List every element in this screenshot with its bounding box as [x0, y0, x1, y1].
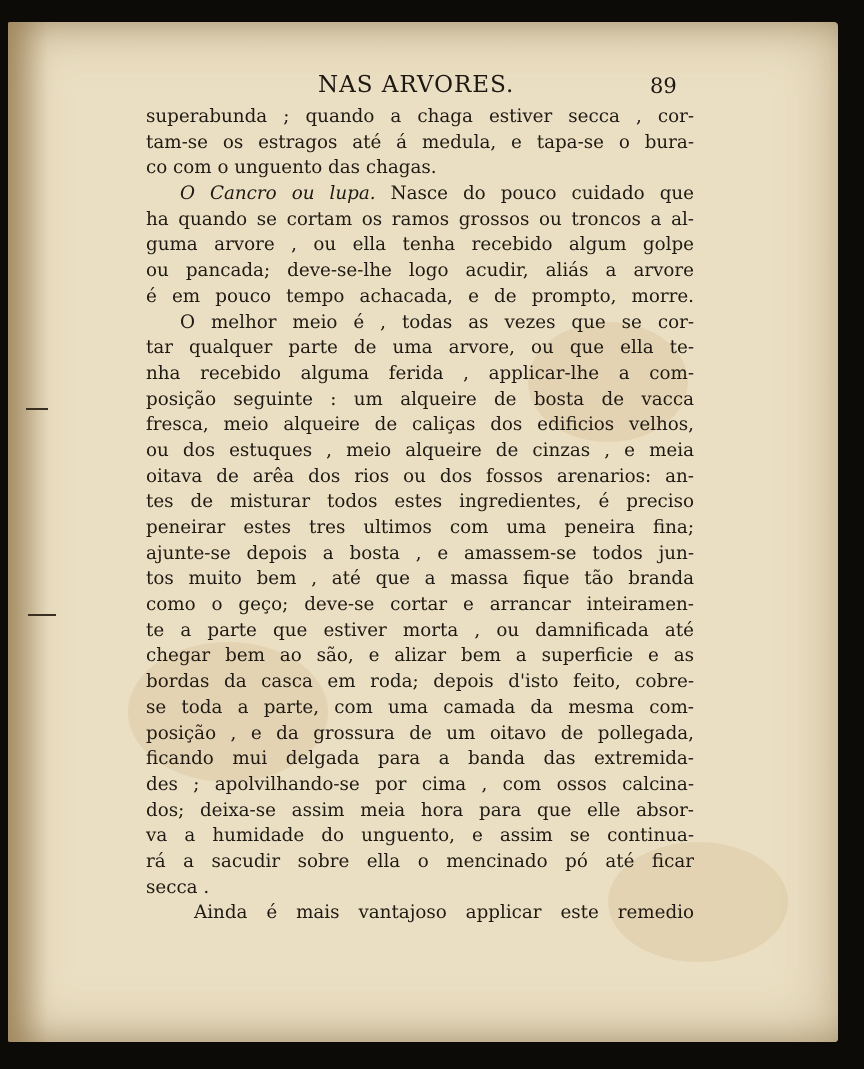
text-line: ou pancada; deve-se-lhe logo acudir, aliás a arvore: [146, 260, 694, 282]
text-line: tam-se os estragos até á medula, e tapa-se o bura-: [146, 131, 694, 153]
text-line: chegar bem ao são, e alizar bem a superficie e as: [146, 645, 694, 667]
text-line: é em pouco tempo achacada, e de prompto, morre.: [146, 285, 694, 307]
text-line: co com o unguento das chagas.: [146, 157, 437, 179]
text-line: O melhor meio é , todas as vezes que se cor-: [180, 311, 694, 333]
body-text: [146, 104, 694, 926]
binding-thread: [28, 614, 56, 616]
text-line: se toda a parte, com uma camada da mesma com-: [146, 696, 694, 718]
text-line: tos muito bem , até que a massa fique tão branda: [146, 568, 694, 590]
text-line: dos; deixa-se assim meia hora para que elle absor-: [146, 799, 694, 821]
page-number: 89: [650, 74, 677, 98]
text-line: como o geço; deve-se cortar e arrancar inteiramen-: [146, 594, 694, 616]
text-line: des ; apolvilhando-se por cima , com ossos calcina-: [146, 773, 694, 795]
text-line: ficando mui delgada para a banda das extremida-: [146, 748, 694, 770]
text-line: ha quando se cortam os ramos grossos ou troncos a al-: [146, 208, 694, 230]
running-head: NAS ARVORES.: [318, 72, 515, 98]
binding-thread: [26, 408, 48, 410]
text-line: superabunda ; quando a chaga estiver secca , cor-: [146, 106, 694, 127]
text-line: nha recebido alguma ferida , applicar-lhe a com-: [146, 362, 694, 384]
text-line: tes de misturar todos estes ingredientes, é preciso: [146, 491, 694, 513]
page-header: [8, 72, 838, 106]
text-line: Ainda é mais vantajoso applicar este remedio: [194, 902, 694, 924]
text-line: secca .: [146, 876, 210, 898]
text-line: oitava de arêa dos rios ou dos fossos arenarios: an-: [146, 465, 694, 487]
text-line: [146, 181, 694, 207]
text-span: Nasce do pouco cuidado que: [390, 183, 694, 205]
book-page: [8, 22, 838, 1042]
text-line: posição , e da grossura de um oitavo de pollegada,: [146, 722, 694, 744]
text-line: rá a sacudir sobre ella o mencinado pó até ficar: [146, 850, 694, 872]
text-line: va a humidade do unguento, e assim se continua-: [146, 825, 694, 847]
text-line: ajunte-se depois a bosta , e amassem-se todos jun-: [146, 542, 694, 564]
text-line: fresca, meio alqueire de caliças dos edificios velhos,: [146, 414, 694, 436]
text-line: tar qualquer parte de uma arvore, ou que ella te-: [146, 337, 694, 359]
text-line: guma arvore , ou ella tenha recebido algum golpe: [146, 234, 694, 256]
text-line: posição seguinte : um alqueire de bosta de vacca: [146, 388, 694, 410]
page-gutter: [8, 22, 48, 1042]
section-heading: O Cancro ou lupa.: [180, 183, 376, 205]
text-line: te a parte que estiver morta , ou damnificada até: [146, 619, 694, 641]
text-line: ou dos estuques , meio alqueire de cinzas , e meia: [146, 439, 694, 461]
text-line: peneirar estes tres ultimos com uma peneira fina;: [146, 517, 694, 538]
text-line: bordas da casca em roda; depois d'isto feito, cobre-: [146, 671, 694, 693]
